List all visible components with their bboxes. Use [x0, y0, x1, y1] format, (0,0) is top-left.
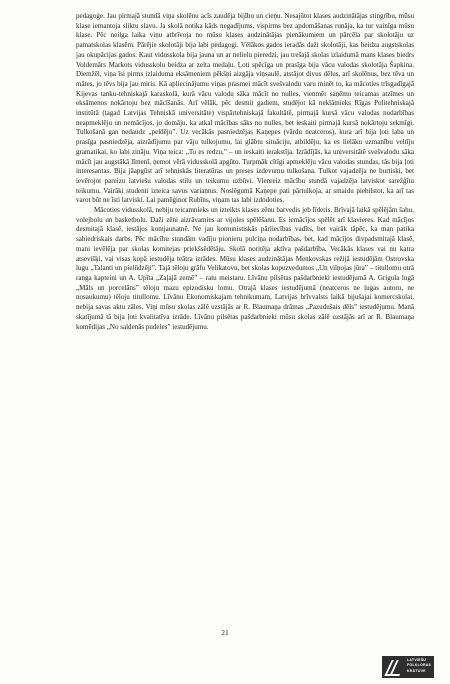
body-text	[76, 12, 414, 332]
logo-line-1: LATVIEŠU	[407, 658, 427, 662]
logo-line-2: FOLKLORAS	[407, 663, 432, 668]
page-number: 21	[221, 628, 229, 637]
paragraph-2: Mācoties vidusskolā, nebiju teicamnieks un izteikts klases zēnu barvedis jeb līderis. Brīvajā laikā spēlējām šahu, volejbolu un basketbolu. Daži zēni aizrāvamies ar vijoles spēlēšanu. Es iemācījos spēlēt arī klavieres. Kad mācījos desmitajā klasē, iestājos komjaunatnē. Ne jau komunistiskās pārliecības vadīts, bet vairāk tāpēc, ka man patika sabiedriskais darbs. Pēc mācību stundām vadīju pionieru pulciņa nodarbības, bet, kad mācījos divpadsmitajā klasē, mani ievēlēja par skolas komitejas priekšsēdētāju. Skolā noritēja aktīva pašdarbība. Vecākās klases vai nu katra atsevišķi, vai visas kopā iestudēja teātra izrādes. Mūsu klases audzinātājas Menkovskas režijā iestudējām Ostrovska lugu „Talanti un pielūdzēji”. Tajā tēloju grāfu Velikatovu, bet skolas kopuzvedumos „Un vilņojas jūra” – titullomu otrā ranga kapteini un A. Upīta „Zaļajā zemē” – ratu meistaru. Līvānu pilsētas pašdarbnieki iestudējumā A. Grigula lugā „Māls un porcelāns” tēloju mazu epizodisku lomu. Otrajā klases iestudējumā (neatceros ne lugas autoru, ne nosaukumu) tēloju titullomu. Līvānu Ekonomiskajam tehnikumam, Latvijas brīvvalsts laikā bijušajai komercskolai, nebija savas aktu zāles. Viņi mūsu skolas zālē uzstājās ar R. Blaumaņa drāmas „Pazudušais dēls” iestudējumu. Manā skatījumā tā bija ļoti kvalitatīva izrāde. Līvānu pilsētas pašdarbnieki mūsu skolas zālē uzstājās arī ar R. Blaumaņa komēdijas „No saldenās pudeles” iestudējumu.	[76, 206, 414, 331]
logo-line-3: KRĀTUVE	[407, 668, 426, 673]
archive-logo	[382, 654, 444, 680]
lfk-logo-chevrons-icon	[382, 656, 404, 678]
logo-text	[404, 656, 434, 678]
paragraph-1: pedagoģe. Jau pirmajā stundā viņa skolēnu acīs zaudēja bijību un cieņu. Nesajūtot klases audzinātājas stingrību, mūsu klase iemantoja sliktu slavu. Ja skolā notika kāds negadījums, vispirms bez apdomāšanas runāja, ka tur vainīga mūsu klase. Pēc neilga laika viņu atbrīvoja no mūsu klases audzinātājas pienākumiem un pārcēla par skolotāju uz pamatskolas klasēm. Pārējie skolotāji bija labi pedagogi. Vēlākos gados ieradās daži skolotāji, kas beidza augstskolas jau okupācijas gados. Kaut vidusskola bija jauna un ar nelielu pieredzi, jau trešajā skolas izlaidumā mans klases biedrs Voldemārs Markots vidusskolu beidza ar zelta medaļu. Ļoti spēcīga un prasīga bija vācu valodas skolotāja Šapkina. Diemžēl, viņa īsi pirms izlaiduma eksāmeniem pēkšņi aizgāja viņsaulē, atstājot divus dēlus, arī skolēnus, bez tēva un mātes, jo tēvs bija jau miris. Kā apliecinājumu viņas prasmei mācīt svešvalodu varu minēt to, ka mācoties trīsgadīgajā Kijevas tanku-tehniskajā karaskolā, kurā vācu valodu sāka mācīt no nulles, vienmēr saņēmu teicamas atzīmes un eksāmenos nokārtoju bez mācīšanās. Arī vēlāk, pēc desmit gadiem, studējot kā neklātnieks Rīgas Politehniskajā institūtā (tagad Latvijas Tehniskā universitāte) vispārtehniskajā fakultātē, pirmajā kursā vācu valodas nodarbības neapmeklēju un nemācījos, jo domāju, ka atkal mācības sāks no nulles, bet ieskaiti pirmajā kursā nokārtoju sekmīgi. Tulkošanā gan nedaudz „peldēju”. Uz vecākās pasniedzējas Kaņepes (vārdu neatceros), kura arī bija ļoti laba un prasīga pasniedzēja, aizrādījumu par vāju tulkojumu, lai glābtu situāciju, atbildēju, ka es lielāku uzmanību veltīju gramatikai, ko labi zināju. Viņa teica: „To es redzu,” – un ieskaiti ierakstīja. Izrādījās, ka universitātē svešvalodu sāka mācīt jau augstākā līmenī, ņemot vērā vidusskolā apgūto. Turpmāk cītīgi apmeklēju vācu valodas stundas, tās bija ļoti interesantas. Bija jāapgūst arī tehniskās literatūras un preses izdevumu tulkošana. Tulkot vajadzēja ne burtiski, bet ievērojot pareizu latviešu valodas stilu un teikumu uzbūvi. Vienreiz mācību stundā vajadzēja latviskot sarežģītu teikumu. Vairāki studenti izteica savus variantus. Noslēgumā Kaņepe pati pārtulkoja, ar smaidu piebilstot, ka arī tas varot būt ne īsti latviski. Lai pamēģinot Rubīns, viņam tas labi izdodoties.	[76, 12, 414, 205]
